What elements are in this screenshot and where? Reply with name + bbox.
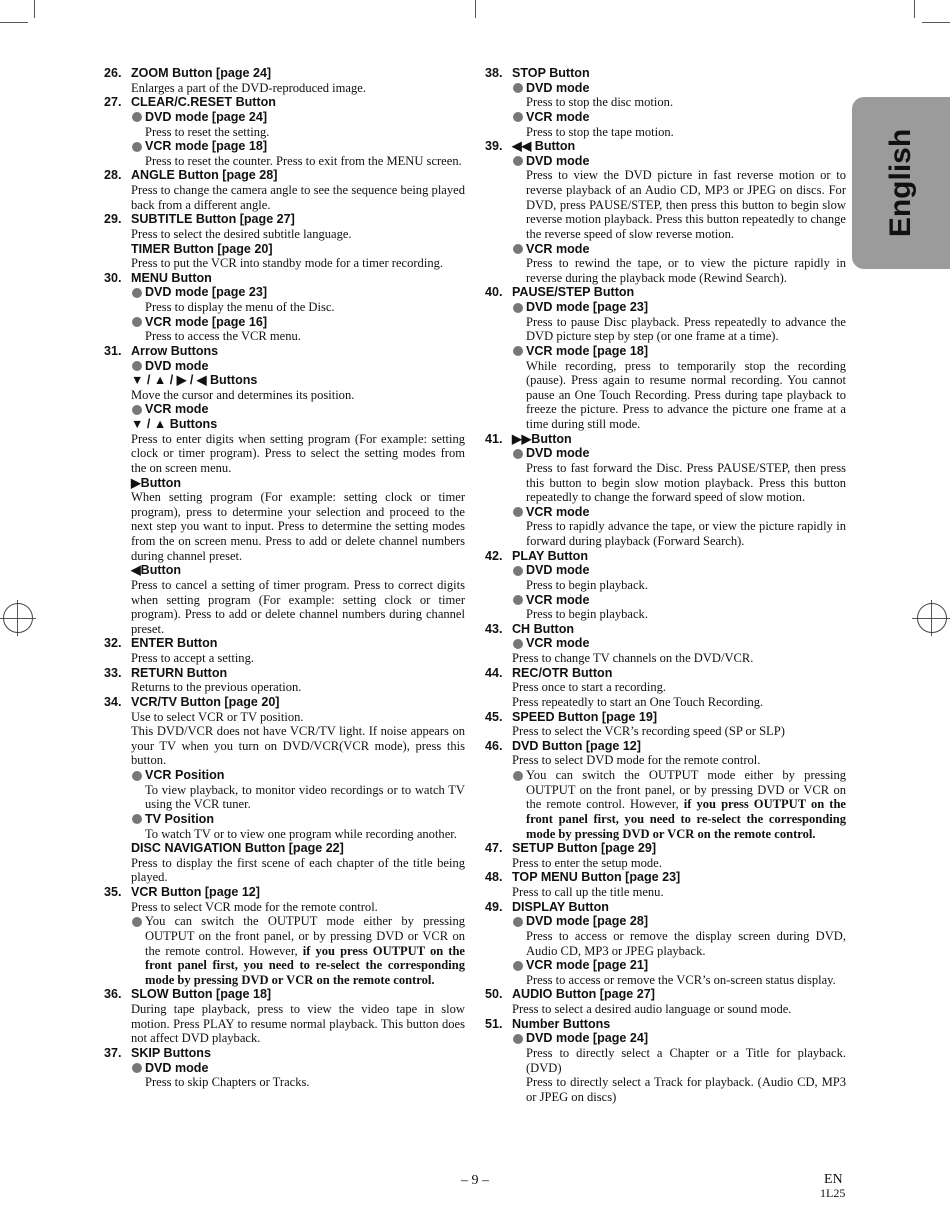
item-body — [131, 271, 465, 344]
item-heading: ZOOM Button [page 24] — [131, 66, 272, 80]
item-body — [131, 987, 465, 1046]
item-number: 29. — [104, 212, 122, 227]
item-number: 27. — [104, 95, 122, 110]
description-text: This DVD/VCR does not have VCR/TV light. If noise appears on your TV when you turn on DVD/VCR(VCR mode), press this button. — [131, 724, 465, 768]
list-item — [104, 212, 465, 271]
mode-description: Press to pause Disc playback. Press repeatedly to advance the DVD picture step by step (or one frame at a time). — [526, 314, 846, 344]
note-text: You can switch the OUTPUT mode either by pressing OUTPUT on the front panel, or by pressing DVD or VCR on the remote control. However, — [145, 914, 465, 958]
item-body — [512, 710, 846, 739]
description-text: When setting program (For example: setting clock or timer program), press to determine your selection and proceed to the next step you want to input. Press to determine the setting modes from the on screen menu. Press to add or delete channel numbers during channel preset. — [131, 490, 465, 563]
item-body — [512, 139, 846, 285]
item-number: 32. — [104, 636, 122, 651]
mode-heading: VCR mode — [512, 242, 846, 257]
crop-mark — [922, 22, 950, 23]
item-number: 48. — [485, 870, 503, 885]
item-heading: CH Button — [512, 621, 575, 636]
mode-description: Press to skip Chapters or Tracks. — [145, 1075, 310, 1090]
item-body — [512, 432, 846, 549]
item-number: 33. — [104, 665, 122, 680]
description-text: Press to accept a setting. — [131, 651, 254, 665]
item-number: 43. — [485, 621, 503, 636]
item-heading: REC/OTR Button — [512, 665, 613, 680]
mode-description: Press to view the DVD picture in fast reverse motion or to reverse playback of an Audio CD, MP3 or JPEG on discs. For DVD, press PAUSE/STEP, then press this button to begin slow reverse motion playback. Press this button repeatedly to change the reverse speed of slow reverse motion. — [526, 168, 846, 241]
description-text: Returns to the previous operation. — [131, 680, 302, 695]
item-heading: ▼ / ▲ Buttons — [131, 417, 218, 431]
crop-mark — [475, 0, 476, 18]
list-item — [104, 666, 465, 695]
list-item — [485, 549, 846, 622]
list-item — [485, 66, 846, 139]
description-text: Press to call up the title menu. — [512, 885, 664, 899]
item-number: 31. — [104, 343, 122, 358]
item-heading: SETUP Button [page 29] — [512, 841, 657, 856]
mode-heading: DVD mode — [131, 359, 465, 374]
description-text: Press once to start a recording. — [512, 680, 666, 695]
crop-mark — [914, 0, 915, 18]
mode-heading: DVD mode — [512, 563, 846, 578]
item-heading: MENU Button — [131, 270, 212, 285]
item-number: 45. — [485, 709, 503, 724]
mode-description: Press to access the VCR menu. — [145, 329, 301, 344]
description-text: Enlarges a part of the DVD-reproduced image. — [131, 80, 366, 95]
description-text: Press to select the desired subtitle language. — [131, 226, 352, 241]
item-heading: Arrow Buttons — [131, 343, 219, 358]
description-text: Press to change TV channels on the DVD/VCR. — [512, 651, 754, 665]
item-heading: SKIP Buttons — [131, 1045, 211, 1060]
item-number: 37. — [104, 1045, 122, 1060]
item-heading: Number Buttons — [512, 1016, 611, 1031]
mode-heading: DVD mode — [131, 1061, 465, 1076]
note-text: You can switch the OUTPUT mode either by pressing OUTPUT on the front panel, or by pressing DVD or VCR on the remote control. However, — [526, 768, 846, 812]
description-text: Press to change the camera angle to see the sequence being played back from a different angle. — [131, 183, 465, 212]
description-text: Use to select VCR or TV position. — [131, 709, 304, 724]
note-bullet — [512, 768, 846, 841]
list-item — [485, 1017, 846, 1105]
item-number: 39. — [485, 139, 503, 154]
item-body — [512, 987, 846, 1016]
item-heading: TIMER Button [page 20] — [131, 241, 273, 256]
item-heading: VCR Button [page 12] — [131, 885, 260, 899]
item-body — [131, 212, 465, 271]
mode-description: Press to display the menu of the Disc. — [145, 300, 335, 314]
mode-heading: DVD mode — [512, 81, 846, 96]
item-number: 30. — [104, 270, 122, 285]
item-body — [512, 870, 846, 899]
item-number: 36. — [104, 987, 122, 1002]
language-code: EN — [824, 1172, 843, 1187]
item-body — [512, 841, 846, 870]
mode-heading: DVD mode — [512, 154, 846, 169]
mode-description: Press to directly select a Chapter or a Title for playback. (DVD) — [526, 1045, 846, 1075]
mode-heading: VCR mode — [512, 636, 846, 651]
note-emphasis: if you press OUTPUT on the front panel first, you need to re-select the corresponding mode by pressing DVD or VCR on the remote control. — [526, 797, 846, 841]
mode-heading: TV Position — [131, 812, 465, 827]
mode-description: Press to directly select a Track for playback. (Audio CD, MP3 or JPEG on discs) — [526, 1075, 846, 1104]
mode-description: Press to fast forward the Disc. Press PAUSE/STEP, then press this button to begin slow motion playback. Press this button repeatedly to change the forward speed of slow motion. — [526, 460, 846, 505]
mode-description: To view playback, to monitor video recordings or to watch TV using the VCR tuner. — [145, 782, 465, 812]
mode-heading: VCR mode — [131, 402, 465, 417]
item-number: 49. — [485, 899, 503, 914]
note-emphasis: if you press OUTPUT on the front panel first, you need to re-select the corresponding mode by pressing DVD or VCR on the remote control. — [145, 943, 465, 987]
item-number: 26. — [104, 66, 122, 80]
item-body — [131, 885, 465, 987]
list-item — [485, 841, 846, 870]
page-number: – 9 – — [461, 1173, 489, 1188]
item-heading: ◀◀ Button — [512, 139, 576, 154]
list-item — [485, 870, 846, 899]
item-body — [131, 66, 465, 95]
mode-heading: DVD mode [page 24] — [512, 1031, 846, 1046]
item-number: 40. — [485, 285, 503, 300]
mode-description: Press to reset the counter. Press to exit from the MENU screen. — [145, 153, 462, 168]
item-number: 42. — [485, 548, 503, 563]
item-body — [512, 66, 846, 139]
list-item — [104, 168, 465, 212]
description-text: Press to enter digits when setting program (For example: setting clock or timer program). Press to select the setting modes from the on screen menu. — [131, 431, 465, 475]
item-heading: CLEAR/C.RESET Button — [131, 95, 276, 110]
description-text: Press to select the VCR’s recording speed (SP or SLP) — [512, 724, 785, 739]
item-number: 41. — [485, 431, 503, 446]
mode-heading: VCR mode [page 18] — [131, 139, 465, 154]
mode-description: Press to rewind the tape, or to view the picture rapidly in reverse during the playback mode (Rewind Search). — [526, 256, 846, 285]
item-heading: VCR/TV Button [page 20] — [131, 694, 280, 709]
list-item — [485, 622, 846, 666]
mode-description: Press to begin playback. — [526, 577, 648, 592]
item-heading: PLAY Button — [512, 548, 588, 563]
mode-heading: VCR Position — [131, 768, 465, 783]
list-item — [485, 987, 846, 1016]
item-heading: STOP Button — [512, 66, 590, 80]
item-body — [131, 168, 465, 212]
item-heading: DVD Button [page 12] — [512, 738, 641, 753]
list-item — [104, 344, 465, 637]
mode-heading: DVD mode [page 23] — [512, 300, 846, 315]
description-text: Press repeatedly to start an One Touch Recording. — [512, 694, 764, 709]
mode-heading: VCR mode [page 18] — [512, 344, 846, 359]
document-code: 1L25 — [820, 1186, 846, 1200]
list-item — [485, 739, 846, 841]
item-number: 35. — [104, 885, 122, 899]
list-item — [104, 66, 465, 95]
description-text: Press to select a desired audio language or sound mode. — [512, 1002, 792, 1016]
list-item — [485, 432, 846, 549]
mode-heading: VCR mode — [512, 593, 846, 608]
description-text: During tape playback, press to view the video tape in slow motion. Press PLAY to resume normal playback. This button does not affect DVD playback. — [131, 1002, 465, 1046]
item-heading: DISPLAY Button — [512, 899, 609, 914]
list-item — [485, 666, 846, 710]
item-body — [131, 695, 465, 885]
description-text: Press to cancel a setting of timer program. Press to correct digits when setting program (For example: setting clock or timer program). Press to add or delete channel numbers during channel preset. — [131, 577, 465, 636]
registration-mark — [917, 603, 947, 633]
list-item — [104, 636, 465, 665]
mode-description: Press to access or remove the display screen during DVD, Audio CD, MP3 or JPEG playback. — [526, 928, 846, 958]
right-column — [485, 66, 846, 1104]
list-item — [104, 271, 465, 344]
left-column — [104, 66, 465, 1090]
mode-heading: DVD mode — [512, 446, 846, 461]
list-item — [485, 285, 846, 431]
mode-heading: DVD mode [page 28] — [512, 914, 846, 929]
item-heading: ▶Button — [131, 475, 182, 490]
item-heading: RETURN Button — [131, 665, 228, 680]
item-heading: AUDIO Button [page 27] — [512, 987, 655, 1002]
item-body — [512, 1017, 846, 1105]
item-heading: PAUSE/STEP Button — [512, 285, 635, 300]
crop-mark — [34, 0, 35, 18]
mode-description: Press to reset the setting. — [145, 124, 270, 139]
language-tab — [852, 97, 950, 269]
list-item — [104, 95, 465, 168]
list-item — [485, 139, 846, 285]
item-body — [512, 549, 846, 622]
item-number: 50. — [485, 987, 503, 1002]
mode-description: While recording, press to temporarily stop the recording (pause). Press again to resume normal recording. You cannot pause an One Touch Recording. Press during tape playback to freeze the picture. Press to advance the picture one frame at a time during still mode. — [526, 358, 846, 431]
item-body — [512, 739, 846, 841]
language-tab-label: English — [884, 128, 917, 238]
mode-heading: VCR mode [page 21] — [512, 958, 846, 973]
item-heading: SPEED Button [page 19] — [512, 709, 657, 724]
item-heading: TOP MENU Button [page 23] — [512, 870, 681, 885]
item-body — [512, 285, 846, 431]
item-heading: ◀Button — [131, 563, 182, 578]
list-item — [104, 695, 465, 885]
item-heading: ANGLE Button [page 28] — [131, 168, 278, 183]
item-number: 47. — [485, 841, 503, 856]
note-bullet — [131, 914, 465, 987]
description-text: Press to select VCR mode for the remote control. — [131, 899, 378, 914]
item-body — [131, 95, 465, 168]
list-item — [485, 710, 846, 739]
item-body — [131, 1046, 465, 1090]
crop-mark — [0, 22, 28, 23]
item-number: 46. — [485, 738, 503, 753]
list-item — [104, 1046, 465, 1090]
description-text: Move the cursor and determines its position. — [131, 387, 355, 402]
description-text: Press to select DVD mode for the remote control. — [512, 753, 761, 768]
list-item — [104, 885, 465, 987]
mode-heading: VCR mode — [512, 110, 846, 125]
mode-description: Press to stop the tape motion. — [526, 124, 674, 139]
item-body — [131, 666, 465, 695]
item-body — [512, 622, 846, 666]
mode-description: Press to stop the disc motion. — [526, 95, 674, 110]
item-heading: ENTER Button — [131, 636, 218, 651]
item-heading: ▶▶Button — [512, 431, 572, 446]
mode-heading: VCR mode [page 16] — [131, 315, 465, 330]
mode-description: Press to rapidly advance the tape, or view the picture rapidly in forward during playback (Forward Search). — [526, 519, 846, 548]
description-text: Press to display the first scene of each chapter of the title being played. — [131, 855, 465, 885]
item-number: 34. — [104, 694, 122, 709]
item-number: 44. — [485, 665, 503, 680]
list-item — [104, 987, 465, 1046]
registration-mark — [3, 603, 33, 633]
item-heading: SLOW Button [page 18] — [131, 987, 272, 1002]
mode-heading: DVD mode [page 23] — [131, 285, 465, 300]
mode-heading: VCR mode — [512, 505, 846, 520]
mode-description: Press to begin playback. — [526, 607, 648, 622]
item-number: 38. — [485, 66, 503, 80]
item-body — [512, 900, 846, 988]
list-item — [485, 900, 846, 988]
mode-heading: DVD mode [page 24] — [131, 110, 465, 125]
item-number: 28. — [104, 168, 122, 183]
mode-description: Press to access or remove the VCR’s on-screen status display. — [526, 972, 836, 987]
item-heading: ▼ / ▲ / ▶ / ◀ Buttons — [131, 373, 258, 388]
item-body — [131, 636, 465, 665]
description-text: Press to enter the setup mode. — [512, 855, 662, 870]
item-heading: DISC NAVIGATION Button [page 22] — [131, 841, 344, 856]
item-number: 51. — [485, 1016, 503, 1031]
item-heading: SUBTITLE Button [page 27] — [131, 212, 295, 227]
description-text: Press to put the VCR into standby mode for a timer recording. — [131, 256, 443, 271]
item-body — [512, 666, 846, 710]
mode-description: To watch TV or to view one program while recording another. — [145, 826, 457, 841]
item-body — [131, 344, 465, 637]
